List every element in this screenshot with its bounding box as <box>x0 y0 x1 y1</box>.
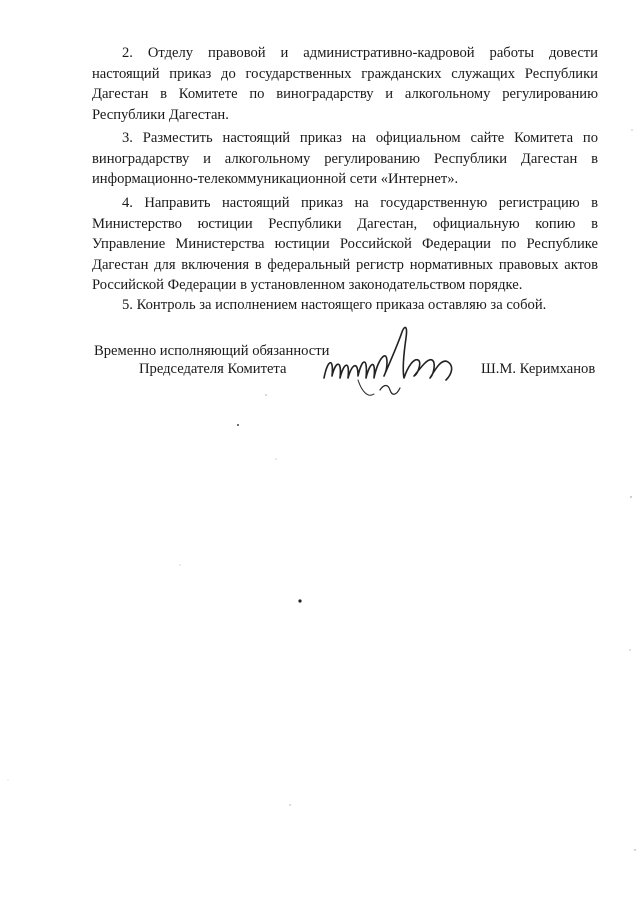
paragraph-item-3: 3. Разместить настоящий приказ на официальном сайте Комитета по виноградарству и алкогольному регулированию Республики Дагестан в информационно-телекоммуникационной сети «Интернет». <box>92 130 598 187</box>
paragraph-item-2: 2. Отделу правовой и административно-кадровой работы довести настоящий приказ до государственных гражданских служащих Республики Дагестан в Комитете по виноградарству и алкогольному регулированию Республики Дагестан. <box>92 45 598 123</box>
signer-role-line-2: Председателя Комитета <box>139 361 287 377</box>
paragraph-item-5: 5. Контроль за исполнением настоящего приказа оставляю за собой. <box>122 297 547 313</box>
signer-role-line-1: Временно исполняющий обязанности <box>94 343 330 359</box>
paragraph-item-4: 4. Направить настоящий приказ на государственную регистрацию в Министерство юстиции Республики Дагестан, официальную копию в Управление Министерства юстиции Российской Федерации по Республике Дагестан для включения в федеральный регистр нормативных правовых актов Российской Федерации в установленном законодательством порядке. <box>92 195 598 293</box>
signer-name: Ш.М. Керимханов <box>481 361 596 377</box>
handwritten-signature <box>318 318 468 408</box>
